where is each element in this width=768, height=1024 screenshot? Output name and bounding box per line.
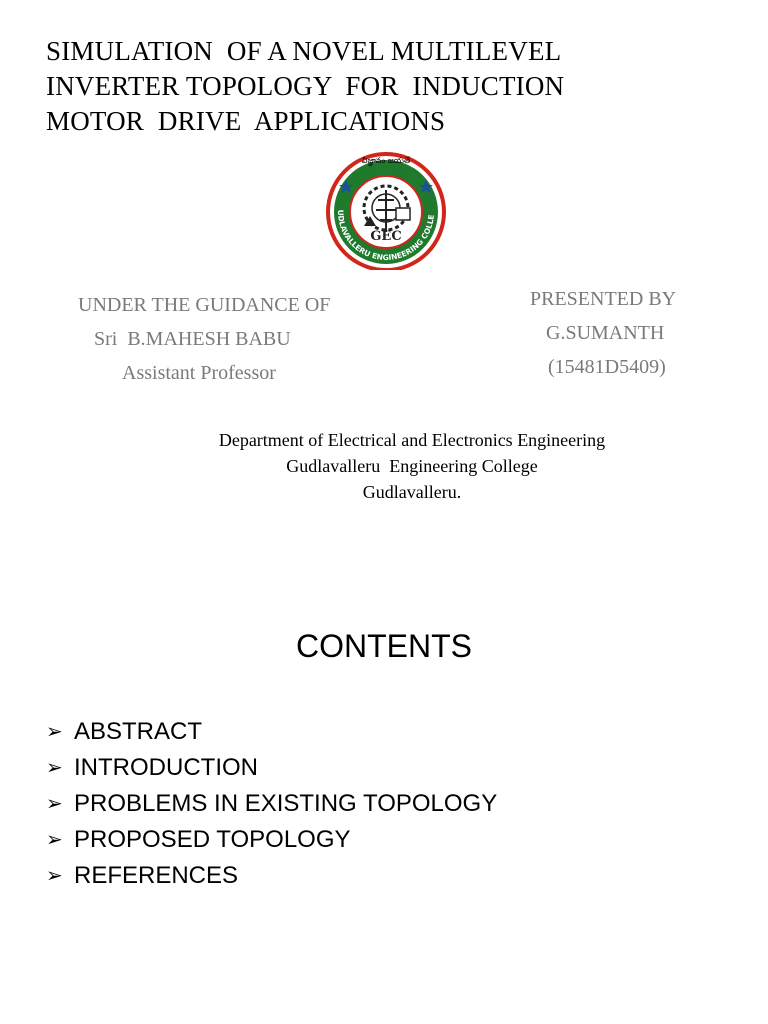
list-item-label: REFERENCES bbox=[74, 862, 239, 889]
arrow-bullet-icon: ➢ bbox=[46, 721, 63, 743]
document-title bbox=[46, 34, 686, 139]
guide-designation: Assistant Professor bbox=[122, 362, 276, 384]
list-item bbox=[46, 750, 497, 786]
list-item bbox=[46, 714, 497, 750]
title-line: INVERTER TOPOLOGY FOR INDUCTION bbox=[46, 71, 565, 101]
arrow-bullet-icon: ➢ bbox=[46, 865, 63, 887]
svg-text:GEC: GEC bbox=[370, 229, 402, 244]
arrow-bullet-icon: ➢ bbox=[46, 829, 63, 851]
title-line: MOTOR DRIVE APPLICATIONS bbox=[46, 106, 446, 136]
guidance-block bbox=[78, 288, 330, 390]
department-name: Department of Electrical and Electronics Engineering bbox=[218, 430, 606, 450]
guide-name: Sri B.MAHESH BABU bbox=[94, 328, 291, 350]
list-item bbox=[46, 858, 497, 894]
presenter-roll: (15481D5409) bbox=[548, 356, 666, 378]
list-item bbox=[46, 822, 497, 858]
list-item bbox=[46, 786, 497, 822]
presenter-heading: PRESENTED BY bbox=[530, 288, 677, 310]
presenter-name: G.SUMANTH bbox=[546, 322, 665, 344]
contents-heading: CONTENTS bbox=[296, 628, 472, 664]
list-item-label: INTRODUCTION bbox=[74, 754, 258, 781]
list-item-label: ABSTRACT bbox=[74, 718, 203, 745]
department-block bbox=[112, 427, 712, 505]
list-item-label: PROBLEMS IN EXISTING TOPOLOGY bbox=[74, 790, 498, 817]
svg-text:విజ్ఞానం జయతే: విజ్ఞానం జయతే bbox=[361, 156, 411, 165]
svg-text:GUDLAVALLERU ENGINEERING COLLE: UDLAVALLERU ENGINEERING COLLE bbox=[335, 209, 436, 263]
arrow-bullet-icon: ➢ bbox=[46, 793, 63, 815]
college-place: Gudlavalleru. bbox=[362, 482, 462, 502]
college-name: Gudlavalleru Engineering College bbox=[286, 456, 538, 476]
title-line: SIMULATION OF A NOVEL MULTILEVEL bbox=[46, 36, 562, 66]
college-logo bbox=[320, 150, 452, 270]
contents-list bbox=[46, 714, 497, 894]
presenter-block bbox=[530, 282, 676, 384]
arrow-bullet-icon: ➢ bbox=[46, 757, 63, 779]
guidance-heading: UNDER THE GUIDANCE OF bbox=[78, 294, 331, 316]
list-item-label: PROPOSED TOPOLOGY bbox=[74, 826, 351, 853]
